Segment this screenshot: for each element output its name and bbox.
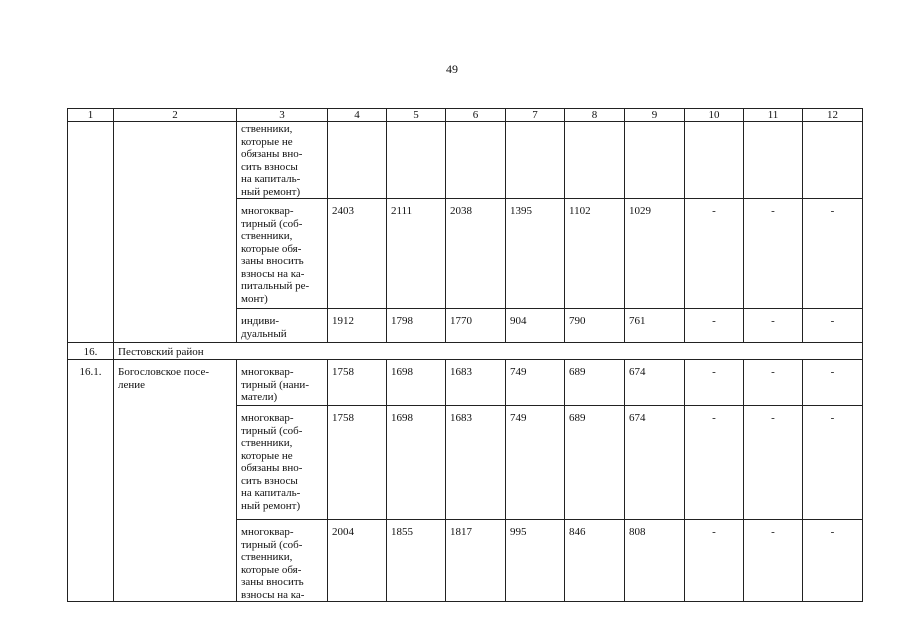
value-cell [685,122,744,199]
value-cell: 761 [625,309,685,343]
value-cell: - [744,360,803,406]
value-cell: 2403 [328,199,387,309]
value-cell: 1855 [387,520,446,602]
tariff-table [67,108,863,602]
value-cell: - [685,360,744,406]
column-header: 10 [685,109,744,122]
row-number-cell [68,122,114,343]
column-header: 9 [625,109,685,122]
value-cell [625,122,685,199]
value-cell: 1698 [387,406,446,520]
column-header: 3 [237,109,328,122]
housing-type-cell: многоквар- тирный (соб- ственники, которые обя- заны вносить взносы на ка- питальный ре- монт) [237,199,328,309]
value-cell: 995 [506,520,565,602]
value-cell: 749 [506,360,565,406]
value-cell: - [685,199,744,309]
value-cell: 1817 [446,520,506,602]
section-row [68,343,863,360]
value-cell: 674 [625,360,685,406]
housing-type-cell: многоквар- тирный (нани- матели) [237,360,328,406]
column-header: 12 [803,109,863,122]
value-cell [803,122,863,199]
value-cell [744,122,803,199]
value-cell: - [685,520,744,602]
value-cell [387,122,446,199]
value-cell: 904 [506,309,565,343]
value-cell: 689 [565,360,625,406]
value-cell: 2004 [328,520,387,602]
value-cell: 790 [565,309,625,343]
value-cell: 1698 [387,360,446,406]
value-cell [446,122,506,199]
value-cell: 2111 [387,199,446,309]
value-cell: - [685,406,744,520]
housing-type-cell: многоквар- тирный (соб- ственники, которые не обязаны вно- сить взносы на капиталь- ный ремонт) [237,406,328,520]
column-header: 6 [446,109,506,122]
column-header: 5 [387,109,446,122]
value-cell: 2038 [446,199,506,309]
value-cell: 1758 [328,360,387,406]
housing-type-cell: ственники, которые не обязаны вно- сить взносы на капиталь- ный ремонт) [237,122,328,199]
value-cell: 674 [625,406,685,520]
value-cell: - [685,309,744,343]
table-row [68,122,863,199]
value-cell: - [744,406,803,520]
value-cell: - [803,309,863,343]
settlement-cell: Богословское посе- ление [114,360,237,602]
value-cell [506,122,565,199]
value-cell: - [744,309,803,343]
value-cell: 1029 [625,199,685,309]
value-cell: - [744,199,803,309]
value-cell: 1758 [328,406,387,520]
housing-type-cell: индиви- дуальный [237,309,328,343]
value-cell: 1912 [328,309,387,343]
page-number: 49 [446,62,458,76]
row-number-cell: 16.1. [68,360,114,602]
value-cell: - [803,406,863,520]
value-cell: 808 [625,520,685,602]
value-cell: 1683 [446,406,506,520]
value-cell [565,122,625,199]
value-cell [328,122,387,199]
column-header: 2 [114,109,237,122]
value-cell: 689 [565,406,625,520]
value-cell: 1683 [446,360,506,406]
value-cell: - [803,520,863,602]
value-cell: 1770 [446,309,506,343]
column-header: 1 [68,109,114,122]
section-title: Пестовский район [114,343,863,360]
value-cell: 749 [506,406,565,520]
housing-type-cell: многоквар- тирный (соб- ственники, которые обя- заны вносить взносы на ка- [237,520,328,602]
value-cell: 1798 [387,309,446,343]
value-cell: - [803,199,863,309]
value-cell: - [744,520,803,602]
column-header: 7 [506,109,565,122]
value-cell: 1102 [565,199,625,309]
value-cell: - [803,360,863,406]
column-header: 4 [328,109,387,122]
column-number-row [68,109,863,122]
table-row [68,360,863,406]
settlement-cell [114,122,237,343]
column-header: 8 [565,109,625,122]
value-cell: 846 [565,520,625,602]
column-header: 11 [744,109,803,122]
section-number: 16. [68,343,114,360]
value-cell: 1395 [506,199,565,309]
